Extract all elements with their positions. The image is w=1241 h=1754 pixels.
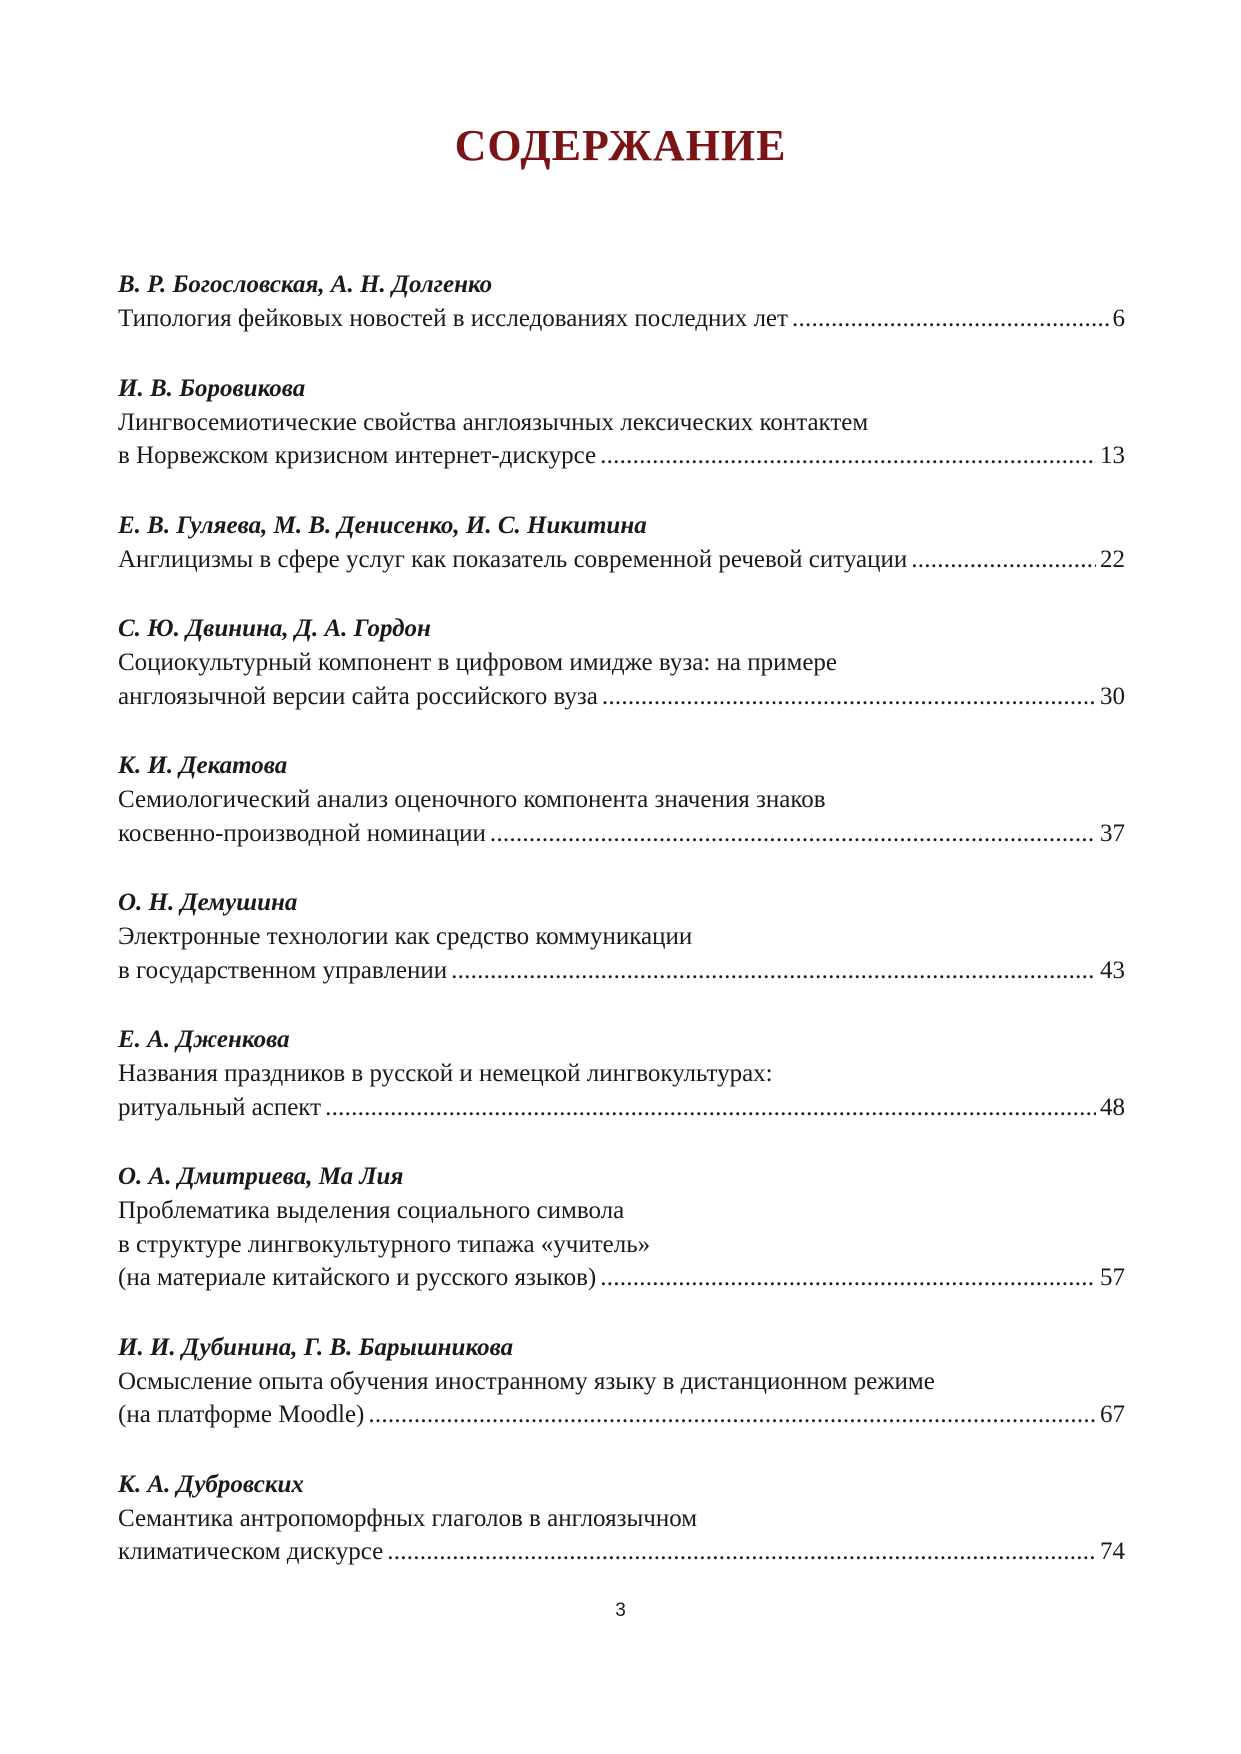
- toc-entry-last-line: [118, 954, 1125, 988]
- toc-entry-title-line: ритуальный аспект: [118, 1093, 322, 1121]
- toc-entry-title-line: Лингвосемиотические свойства англоязычных лексических контактем: [118, 408, 869, 436]
- toc-entry-title-line: англоязычной версии сайта российского вуза: [118, 682, 598, 710]
- toc-entry-page: 67: [1100, 1401, 1125, 1428]
- toc-entry-page: 48: [1100, 1093, 1125, 1121]
- toc-entry: [118, 886, 1125, 987]
- toc-entry-authors: И. В. Боровикова: [118, 374, 306, 402]
- toc-entry-last-line: [118, 302, 1125, 336]
- toc-entry-title-line: Электронные технологии как средство коммуникации: [118, 923, 693, 950]
- toc-entry-authors: И. И. Дубинина, Г. В. Барышникова: [118, 1333, 514, 1361]
- toc-entry-title-line: Семиологический анализ оценочного компонента значения знаков: [118, 786, 826, 813]
- toc-entry: [118, 1160, 1125, 1295]
- toc-entry-authors: О. Н. Демушина: [118, 889, 298, 916]
- toc-entry-page: 74: [1100, 1538, 1125, 1565]
- dot-leader: [490, 817, 1096, 851]
- toc-entry-title-line: Семантика антропоморфных глаголов в англоязычном: [118, 1504, 698, 1532]
- toc-entry-title-line: косвенно-производной номинации: [118, 819, 486, 847]
- toc-entry-page: 57: [1100, 1264, 1125, 1291]
- toc-entry-page: 43: [1100, 956, 1125, 984]
- toc-entry: [118, 509, 1125, 577]
- toc-entry-last-line: [118, 817, 1125, 851]
- toc-entry-authors: В. Р. Богословская, А. Н. Долгенко: [118, 271, 493, 298]
- toc-entry-title-line: Названия праздников в русской и немецкой лингвокультурах:: [118, 1060, 773, 1087]
- table-of-contents: [118, 268, 1125, 1605]
- toc-entry-last-line: [118, 680, 1125, 714]
- dot-leader: [451, 954, 1096, 988]
- toc-entry: [118, 268, 1125, 336]
- toc-entry: [118, 1023, 1125, 1124]
- toc-entry-title-line: в структуре лингвокультурного типажа «учитель»: [118, 1230, 651, 1258]
- toc-entry-authors: Е. А. Дженкова: [118, 1026, 290, 1053]
- toc-entry-last-line: [118, 1261, 1125, 1295]
- dot-leader: [387, 1535, 1096, 1569]
- toc-entry-page: 22: [1100, 545, 1125, 573]
- toc-entry-page: 6: [1112, 305, 1125, 332]
- toc-entry-last-line: [118, 1091, 1125, 1125]
- toc-entry-page: 30: [1100, 682, 1125, 710]
- dot-leader: [600, 439, 1096, 473]
- toc-entry-authors: О. А. Дмитриева, Ма Лия: [118, 1163, 404, 1190]
- toc-entry-last-line: [118, 439, 1125, 473]
- dot-leader: [325, 1091, 1096, 1125]
- toc-entry-title-line: Осмысление опыта обучения иностранному языку в дистанционном режиме: [118, 1367, 935, 1395]
- toc-entry-title-line: Типология фейковых новостей в исследованиях последних лет: [118, 305, 788, 332]
- toc-entry-last-line: [118, 543, 1125, 577]
- page-number: 3: [615, 1600, 626, 1621]
- dot-leader: [911, 543, 1096, 577]
- toc-entry-title-line: Социокультурный компонент в цифровом имидже вуза: на примере: [118, 649, 838, 676]
- toc-entry-last-line: [118, 1535, 1125, 1569]
- toc-entry-authors: Е. В. Гуляева, М. В. Денисенко, И. С. Никитина: [118, 511, 647, 539]
- toc-entry-authors: К. А. Дубровских: [118, 1470, 304, 1498]
- toc-entry: [118, 1331, 1125, 1432]
- toc-entry-title-line: климатическом дискурсе: [118, 1538, 384, 1565]
- toc-entry-title-line: (на материале китайского и русского языков): [118, 1264, 597, 1291]
- toc-entry-title-line: Англицизмы в сфере услуг как показатель современной речевой ситуации: [118, 545, 908, 573]
- dot-leader: [600, 1261, 1096, 1295]
- dot-leader: [368, 1398, 1096, 1432]
- toc-entry: [118, 749, 1125, 850]
- toc-entry-page: 13: [1100, 442, 1125, 469]
- page-title: СОДЕРЖАНИЕ: [454, 121, 787, 170]
- toc-entry-title-line: в государственном управлении: [118, 956, 448, 984]
- toc-entry-title-line: (на платформе Moodle): [118, 1401, 365, 1428]
- toc-entry-authors: С. Ю. Двинина, Д. А. Гордон: [118, 615, 431, 642]
- toc-entry-title-line: Проблематика выделения социального символа: [118, 1197, 625, 1224]
- toc-entry-title-line: в Норвежском кризисном интернет-дискурсе: [118, 442, 597, 469]
- dot-leader: [602, 680, 1096, 714]
- toc-entry: [118, 1468, 1125, 1569]
- toc-entry-page: 37: [1100, 819, 1125, 847]
- toc-entry: [118, 372, 1125, 473]
- dot-leader: [792, 302, 1109, 336]
- toc-entry: [118, 612, 1125, 713]
- toc-entry-authors: К. И. Декатова: [118, 752, 288, 779]
- toc-entry-last-line: [118, 1398, 1125, 1432]
